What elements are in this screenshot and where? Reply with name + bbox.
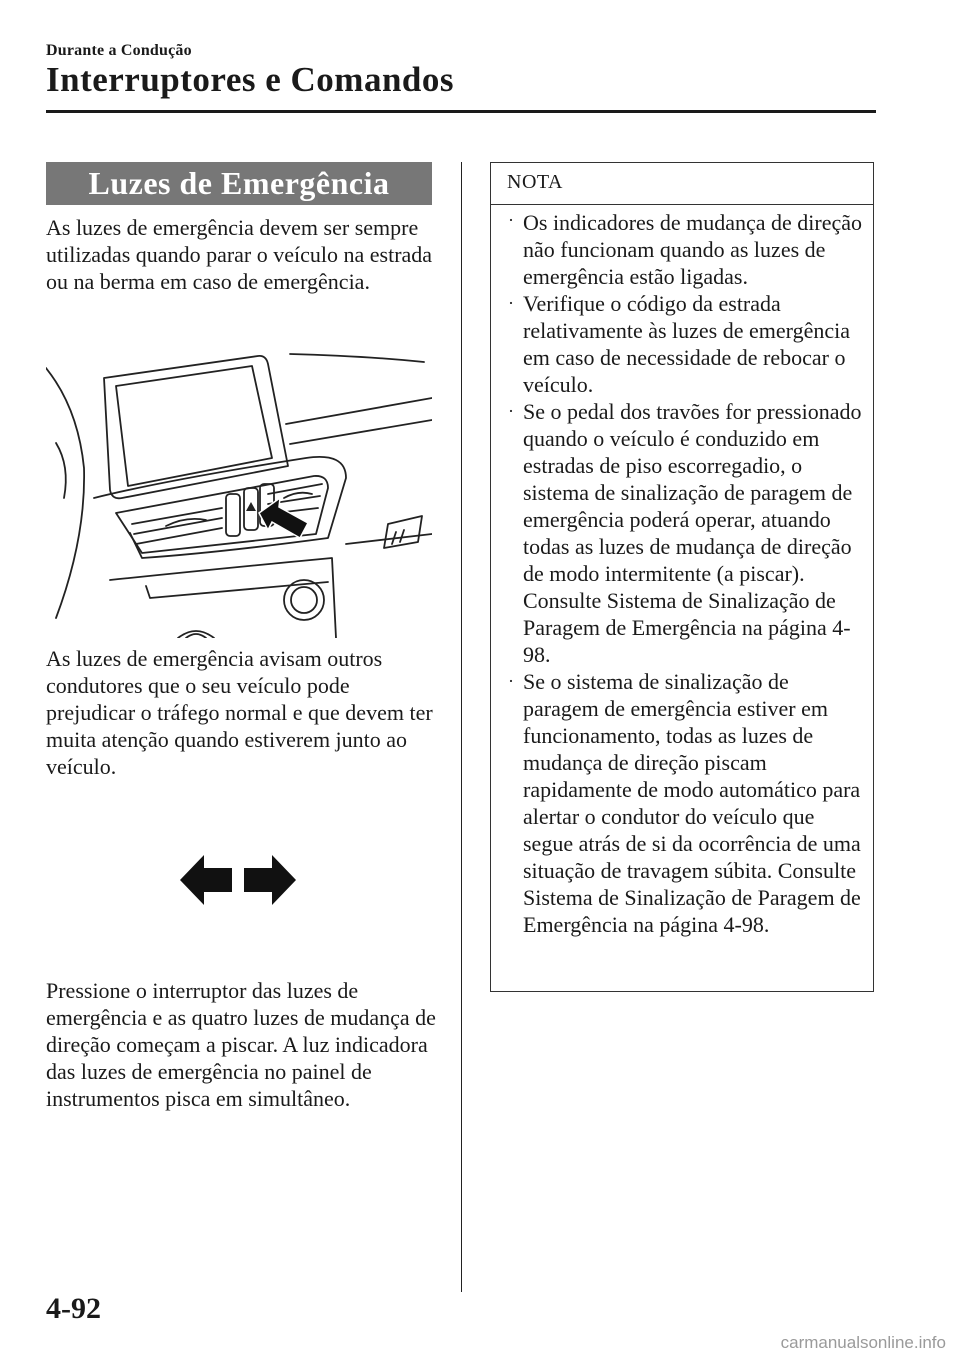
dashboard-hazard-switch-illustration — [46, 348, 432, 638]
bullet-icon: · — [508, 401, 514, 421]
header-rule — [46, 110, 876, 113]
bullet-icon: · — [508, 293, 514, 313]
note-item — [491, 207, 873, 290]
note-text: Os indicadores de mudança de direção não funcionam quando as luzes de emergência estão ligadas. — [523, 210, 863, 289]
note-title: NOTA — [507, 171, 563, 193]
note-list — [491, 207, 873, 938]
note-item — [491, 668, 873, 938]
note-box — [490, 162, 874, 992]
note-rule — [491, 204, 873, 205]
note-item — [491, 398, 873, 668]
chapter-title: Interruptores e Comandos — [46, 60, 455, 99]
page-number: 4-92 — [46, 1292, 101, 1325]
watermark: carmanualsonline.info — [780, 1333, 946, 1352]
section-label: Durante a Condução — [46, 42, 192, 59]
bullet-icon: · — [508, 671, 514, 691]
bullet-icon: · — [508, 210, 514, 230]
column-divider — [461, 162, 462, 1292]
intro-paragraph: As luzes de emergência devem ser sempre utilizadas quando parar o veículo na estrada ou na berma em caso de emergência. — [46, 215, 433, 294]
note-text: Se o sistema de sinalização de paragem de emergência estiver em funcionamento, todas as luzes de mudança de direção piscam rapidamente de modo automático para alertar o condutor do veículo que segue atrás de si da ocorrência de uma situação de travagem súbita. Consulte Sistema de Sinalização de Paragem de Emergência na página 4-98. — [523, 669, 861, 937]
operation-paragraph: Pressione o interruptor das luzes de emergência e as quatro luzes de mudança de direção começam a piscar. A luz indicadora das luzes de emergência no painel de instrumentos pisca em simultâneo. — [46, 978, 436, 1111]
section-heading: Luzes de Emergência — [46, 162, 432, 205]
note-text: Verifique o código da estrada relativamente às luzes de emergência em caso de necessidade de rebocar o veículo. — [523, 291, 850, 397]
warning-paragraph: As luzes de emergência avisam outros condutores que o seu veículo pode prejudicar o tráfego normal e que devem ter muita atenção quando estiverem junto ao veículo. — [46, 646, 433, 779]
note-text: Se o pedal dos travões for pressionado quando o veículo é conduzido em estradas de piso escorregadio, o sistema de sinalização de paragem de emergência poderá operar, atuando todas as luzes de mudança de direção de modo intermitente (a piscar). Consulte Sistema de Sinalização de Paragem de Emergência na página 4-98. — [523, 399, 862, 667]
note-item — [491, 290, 873, 398]
hazard-warning-arrows-icon — [180, 855, 296, 905]
